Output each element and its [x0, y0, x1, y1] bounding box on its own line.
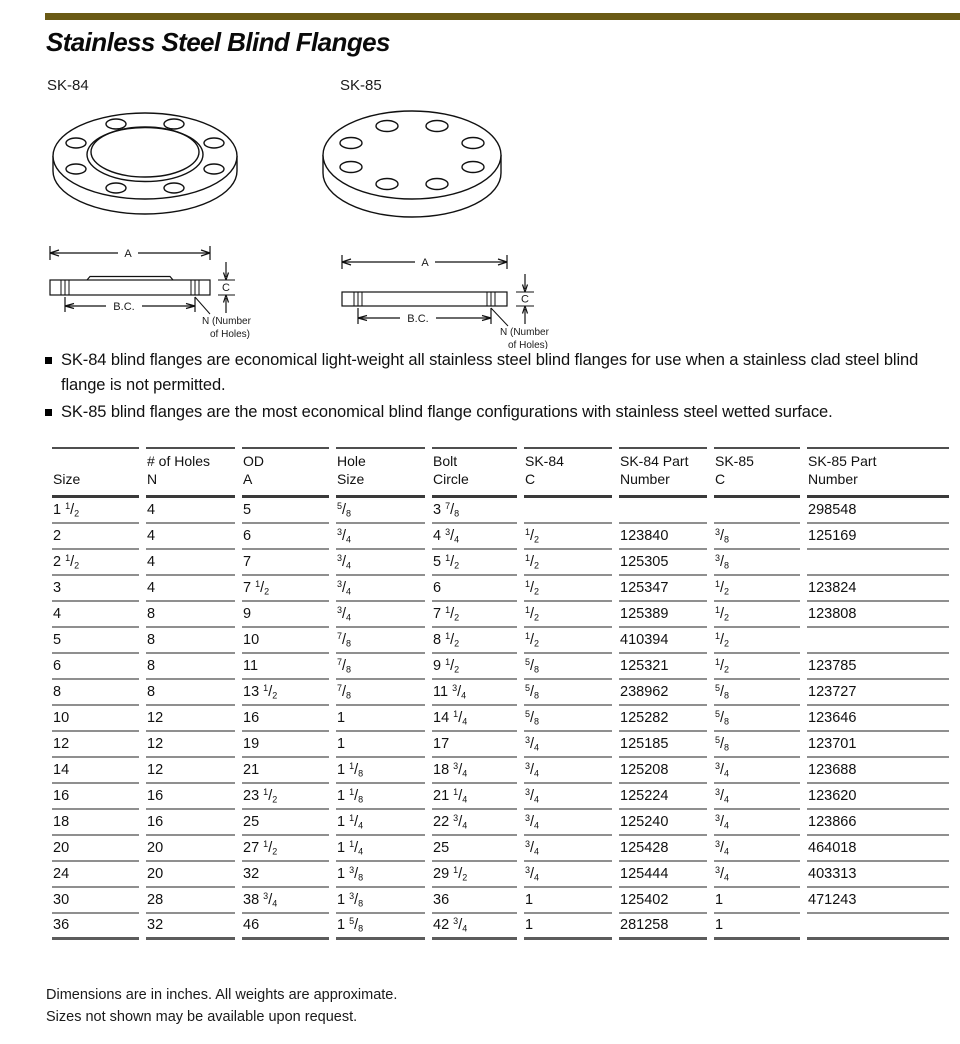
table-cell — [807, 628, 949, 654]
table-cell: 1 — [714, 914, 800, 940]
table-cell: 8 — [146, 628, 235, 654]
table-cell: 123701 — [807, 732, 949, 758]
table-row — [52, 862, 949, 888]
table-cell: 38 $^3/_4$ — [242, 888, 329, 914]
table-cell: 125321 — [619, 654, 707, 680]
figure-label-sk85: SK-85 — [340, 77, 382, 94]
table-cell: $^3/_4$ — [524, 862, 612, 888]
table-cell: 16 — [242, 706, 329, 732]
table-row — [52, 914, 949, 940]
table-cell: $^3/_4$ — [524, 810, 612, 836]
table-cell: 20 — [146, 862, 235, 888]
dim-label-c: C — [222, 282, 230, 294]
table-cell: 4 — [146, 576, 235, 602]
table-cell: 6 — [242, 524, 329, 550]
dim-label-n-line1: N (Number — [202, 316, 251, 327]
table-cell: 5 $^1/_2$ — [432, 550, 517, 576]
table-cell: 16 — [52, 784, 139, 810]
table-cell: 7 $^1/_2$ — [242, 576, 329, 602]
column-header: Bolt Circle — [432, 447, 517, 498]
table-cell: 12 — [146, 758, 235, 784]
table-row — [52, 680, 949, 706]
table-row — [52, 732, 949, 758]
table-cell: 238962 — [619, 680, 707, 706]
table-cell: 123620 — [807, 784, 949, 810]
table-cell: $^1/_2$ — [714, 628, 800, 654]
table-cell: $^3/_4$ — [336, 576, 425, 602]
table-cell: 2 — [52, 524, 139, 550]
table-cell: 7 — [242, 550, 329, 576]
table-cell: 1 $^1/_4$ — [336, 836, 425, 862]
table-cell: 7 $^1/_2$ — [432, 602, 517, 628]
table-cell: 10 — [242, 628, 329, 654]
table-cell: 125444 — [619, 862, 707, 888]
table-row — [52, 550, 949, 576]
table-cell: 8 — [52, 680, 139, 706]
column-header: OD A — [242, 447, 329, 498]
table-cell: 125389 — [619, 602, 707, 628]
table-cell: 11 — [242, 654, 329, 680]
sk85-flange-3d-drawing — [315, 105, 510, 233]
table-cell: 410394 — [619, 628, 707, 654]
table-cell: $^5/_8$ — [524, 680, 612, 706]
column-header: Hole Size — [336, 447, 425, 498]
table-cell: 25 — [242, 810, 329, 836]
table-cell: 123646 — [807, 706, 949, 732]
dim-label-bc: B.C. — [113, 301, 135, 313]
table-cell: 123866 — [807, 810, 949, 836]
table-cell: $^1/_2$ — [524, 524, 612, 550]
table-cell: 4 — [146, 524, 235, 550]
table-cell: $^3/_4$ — [336, 524, 425, 550]
table-cell: 123808 — [807, 602, 949, 628]
table-cell: 16 — [146, 784, 235, 810]
table-cell: 125224 — [619, 784, 707, 810]
column-header: SK-85 C — [714, 447, 800, 498]
sk84-flange-3d-drawing — [45, 106, 245, 228]
table-cell: 42 $^3/_4$ — [432, 914, 517, 940]
table-row — [52, 758, 949, 784]
table-cell: 8 — [146, 654, 235, 680]
table-cell: 8 $^1/_2$ — [432, 628, 517, 654]
table-cell: 12 — [146, 732, 235, 758]
table-cell: $^3/_4$ — [336, 550, 425, 576]
dim-label-a: A — [421, 257, 429, 269]
table-cell: 14 $^1/_4$ — [432, 706, 517, 732]
table-row — [52, 524, 949, 550]
table-cell: $^3/_4$ — [714, 836, 800, 862]
dim-label-n-line2: of Holes) — [508, 340, 549, 349]
table-cell: 9 $^1/_2$ — [432, 654, 517, 680]
table-cell: 123824 — [807, 576, 949, 602]
table-cell — [807, 914, 949, 940]
table-cell: $^1/_2$ — [524, 550, 612, 576]
table-cell: 5 — [242, 498, 329, 524]
table-cell: 125305 — [619, 550, 707, 576]
column-header: SK-84 Part Number — [619, 447, 707, 498]
table-cell: 125428 — [619, 836, 707, 862]
top-accent-bar — [45, 13, 960, 20]
table-cell: 17 — [432, 732, 517, 758]
table-cell: 1 $^5/_8$ — [336, 914, 425, 940]
table-cell: $^1/_2$ — [524, 576, 612, 602]
page-title: Stainless Steel Blind Flanges — [46, 27, 390, 57]
table-cell: $^5/_8$ — [714, 732, 800, 758]
table-cell: 18 $^3/_4$ — [432, 758, 517, 784]
column-header: Size — [52, 447, 139, 498]
table-cell: 20 — [146, 836, 235, 862]
table-cell: 471243 — [807, 888, 949, 914]
table-cell: 30 — [52, 888, 139, 914]
table-cell: 9 — [242, 602, 329, 628]
table-cell: $^5/_8$ — [714, 680, 800, 706]
table-cell: 125347 — [619, 576, 707, 602]
table-cell — [807, 550, 949, 576]
table-cell: 4 — [52, 602, 139, 628]
table-cell: $^3/_4$ — [524, 784, 612, 810]
table-cell: 19 — [242, 732, 329, 758]
bullet-text: SK-85 blind flanges are the most economical blind flange configurations with stainless steel wetted surface. — [61, 402, 833, 421]
table-cell: $^7/_8$ — [336, 680, 425, 706]
table-cell: $^1/_2$ — [714, 602, 800, 628]
table-cell: $^3/_4$ — [524, 758, 612, 784]
dim-label-a: A — [124, 248, 132, 260]
table-cell: 123727 — [807, 680, 949, 706]
figure-label-sk84: SK-84 — [47, 77, 89, 94]
bullet-text: SK-84 blind flanges are economical light-weight all stainless steel blind flanges for use when a stainless clad steel blind flange is not permitted. — [61, 351, 919, 394]
table-cell: 125282 — [619, 706, 707, 732]
table-cell: 12 — [52, 732, 139, 758]
table-cell: 1 $^3/_8$ — [336, 862, 425, 888]
table-cell — [524, 498, 612, 524]
table-row — [52, 888, 949, 914]
table-cell: 123785 — [807, 654, 949, 680]
table-cell: $^3/_4$ — [714, 862, 800, 888]
dim-label-n-line2: of Holes) — [210, 329, 251, 340]
table-cell: 10 — [52, 706, 139, 732]
table-cell: 6 — [432, 576, 517, 602]
table-row — [52, 654, 949, 680]
table-cell: 18 — [52, 810, 139, 836]
table-cell: 22 $^3/_4$ — [432, 810, 517, 836]
table-cell: 11 $^3/_4$ — [432, 680, 517, 706]
table-cell: 28 — [146, 888, 235, 914]
table-row — [52, 498, 949, 524]
table-cell: 8 — [146, 602, 235, 628]
bullet-item — [45, 348, 953, 398]
table-cell: 464018 — [807, 836, 949, 862]
table-cell: 123840 — [619, 524, 707, 550]
table-cell: $^5/_8$ — [336, 498, 425, 524]
table-cell: 125169 — [807, 524, 949, 550]
table-cell: 125208 — [619, 758, 707, 784]
table-cell: $^1/_2$ — [714, 576, 800, 602]
spec-table-header — [52, 447, 949, 498]
table-cell: 403313 — [807, 862, 949, 888]
table-cell: 4 $^3/_4$ — [432, 524, 517, 550]
table-cell: 125402 — [619, 888, 707, 914]
table-cell: 32 — [146, 914, 235, 940]
table-cell: $^1/_2$ — [524, 602, 612, 628]
table-cell: $^3/_4$ — [524, 836, 612, 862]
table-cell: 281258 — [619, 914, 707, 940]
table-cell: 1 $^1/_4$ — [336, 810, 425, 836]
table-cell: 27 $^1/_2$ — [242, 836, 329, 862]
table-cell: 3 $^7/_8$ — [432, 498, 517, 524]
table-cell: 1 $^1/_2$ — [52, 498, 139, 524]
table-row — [52, 706, 949, 732]
table-cell: 4 — [146, 550, 235, 576]
table-cell: 24 — [52, 862, 139, 888]
bullet-item — [45, 400, 953, 425]
table-cell — [714, 498, 800, 524]
footnote-line: Sizes not shown may be available upon request. — [46, 1009, 358, 1026]
table-cell: 1 — [336, 732, 425, 758]
table-cell: 36 — [432, 888, 517, 914]
table-cell: $^5/_8$ — [714, 706, 800, 732]
table-cell: 1 — [714, 888, 800, 914]
table-cell: 29 $^1/_2$ — [432, 862, 517, 888]
dim-label-c: C — [521, 293, 529, 306]
table-cell: 2 $^1/_2$ — [52, 550, 139, 576]
table-cell: 1 — [524, 888, 612, 914]
table-cell: $^3/_4$ — [524, 732, 612, 758]
table-cell: $^7/_8$ — [336, 654, 425, 680]
table-cell: $^3/_8$ — [714, 550, 800, 576]
table-cell: 25 — [432, 836, 517, 862]
table-cell — [619, 498, 707, 524]
table-row — [52, 628, 949, 654]
table-cell: 3 — [52, 576, 139, 602]
table-cell: 21 $^1/_4$ — [432, 784, 517, 810]
table-cell: $^1/_2$ — [714, 654, 800, 680]
column-header: # of Holes N — [146, 447, 235, 498]
table-cell: 125185 — [619, 732, 707, 758]
table-cell: 36 — [52, 914, 139, 940]
sk84-cross-section-drawing — [42, 240, 257, 340]
table-row — [52, 810, 949, 836]
spec-table-body — [52, 498, 949, 940]
table-cell: 1 — [336, 706, 425, 732]
table-cell: 13 $^1/_2$ — [242, 680, 329, 706]
table-cell: 20 — [52, 836, 139, 862]
table-row — [52, 836, 949, 862]
table-cell: 1 $^1/_8$ — [336, 758, 425, 784]
table-row — [52, 784, 949, 810]
table-cell: 1 $^3/_8$ — [336, 888, 425, 914]
sk85-cross-section-drawing — [332, 244, 557, 349]
table-row — [52, 602, 949, 628]
table-cell: $^3/_4$ — [336, 602, 425, 628]
table-cell: 5 — [52, 628, 139, 654]
bullet-list — [45, 348, 953, 426]
spec-table — [45, 447, 956, 940]
table-row — [52, 576, 949, 602]
header-row — [52, 447, 949, 498]
table-cell: $^3/_8$ — [714, 524, 800, 550]
table-cell: 23 $^1/_2$ — [242, 784, 329, 810]
table-cell: $^7/_8$ — [336, 628, 425, 654]
dim-label-n-line1: N (Number — [500, 327, 549, 338]
table-cell: 16 — [146, 810, 235, 836]
table-cell: 14 — [52, 758, 139, 784]
table-cell: 46 — [242, 914, 329, 940]
table-cell: $^3/_4$ — [714, 784, 800, 810]
table-cell: 125240 — [619, 810, 707, 836]
column-header: SK-85 Part Number — [807, 447, 949, 498]
table-cell: 1 $^1/_8$ — [336, 784, 425, 810]
dim-label-bc: B.C. — [407, 313, 429, 325]
table-cell: 21 — [242, 758, 329, 784]
footnote-line: Dimensions are in inches. All weights are approximate. — [46, 987, 398, 1003]
table-cell: $^1/_2$ — [524, 628, 612, 654]
table-cell: 8 — [146, 680, 235, 706]
table-cell: 1 — [524, 914, 612, 940]
table-cell: 298548 — [807, 498, 949, 524]
table-cell: 123688 — [807, 758, 949, 784]
table-cell: $^5/_8$ — [524, 654, 612, 680]
footnotes — [46, 984, 397, 1029]
table-cell: $^3/_4$ — [714, 758, 800, 784]
table-cell: 12 — [146, 706, 235, 732]
table-cell: $^3/_4$ — [714, 810, 800, 836]
table-cell: 4 — [146, 498, 235, 524]
bullet-square-icon — [45, 357, 52, 364]
table-cell: 6 — [52, 654, 139, 680]
table-cell: $^5/_8$ — [524, 706, 612, 732]
bullet-square-icon — [45, 409, 52, 416]
table-cell: 32 — [242, 862, 329, 888]
column-header: SK-84 C — [524, 447, 612, 498]
